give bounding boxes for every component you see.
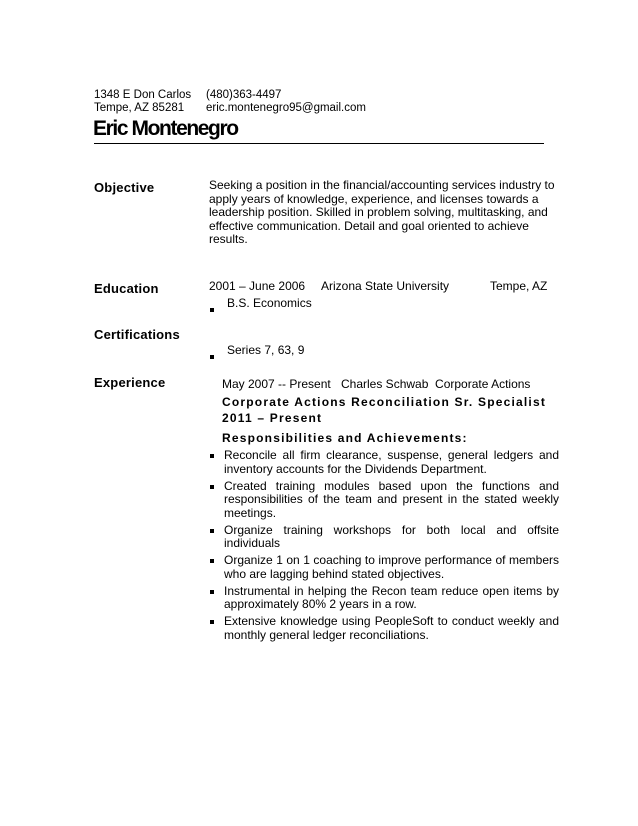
experience-heading: Experience: [94, 375, 166, 390]
objective-text: Seeking a position in the financial/accounting services industry to apply years of knowledge, experience, and licenses towards a leadership position. Skilled in problem solving, multitasking, and effective communication. Detail and goal oriented to achieve results.: [209, 178, 555, 246]
address-line2: Tempe, AZ 85281: [94, 102, 185, 114]
list-item-text: Extensive knowledge using PeopleSoft to conduct weekly and monthly general ledger reconciliations.: [224, 614, 559, 642]
education-school: Arizona State University: [321, 279, 450, 293]
email: eric.montenegro95@gmail.com: [206, 102, 366, 114]
responsibilities-heading: Responsibilities and Achievements:: [222, 431, 468, 445]
list-item: [209, 449, 559, 476]
header-divider: [94, 143, 544, 144]
list-item: [209, 524, 559, 551]
bullet-icon: [210, 301, 214, 319]
list-item: [209, 615, 559, 642]
experience-employer: Charles Schwab Corporate Actions: [341, 377, 531, 391]
education-location: Tempe, AZ: [490, 279, 548, 293]
education-heading: Education: [94, 281, 159, 296]
objective-heading: Objective: [94, 180, 155, 195]
list-item: [209, 554, 559, 581]
phone: (480)363-4497: [206, 89, 282, 101]
bullet-icon: [210, 620, 214, 624]
list-item-text: Reconcile all firm clearance, suspense, general ledgers and inventory accounts for the Dividends Department.: [224, 448, 559, 476]
bullet-icon: [210, 529, 214, 533]
applicant-name: Eric Montenegro: [93, 117, 238, 140]
list-item: [209, 480, 559, 521]
job-title: Corporate Actions Reconciliation Sr. Specialist: [222, 395, 547, 409]
list-item-text: Organize 1 on 1 coaching to improve performance of members who are lagging behind stated objectives.: [224, 553, 559, 581]
education-degree: B.S. Economics: [227, 296, 312, 310]
experience-dates: May 2007 -- Present: [222, 377, 331, 391]
list-item-text: Created training modules based upon the functions and responsibilities of the team and present in the stated weekly meetings.: [224, 478, 559, 520]
responsibilities-list: [209, 449, 559, 646]
list-item-text: Instrumental in helping the Recon team reduce open items by approximately 80% 2 years in a row.: [224, 583, 559, 611]
list-item: [209, 585, 559, 612]
bullet-icon: [210, 348, 214, 366]
job-title-dates: 2011 – Present: [222, 411, 323, 425]
list-item-text: Organize training workshops for both local and offsite individuals: [224, 522, 559, 550]
certification-item: Series 7, 63, 9: [227, 343, 305, 357]
certifications-heading: Certifications: [94, 327, 180, 342]
bullet-icon: [210, 590, 214, 594]
bullet-icon: [210, 454, 214, 458]
education-dates: 2001 – June 2006: [209, 279, 306, 293]
bullet-icon: [210, 485, 214, 489]
address-line1: 1348 E Don Carlos: [94, 89, 192, 101]
bullet-icon: [210, 559, 214, 563]
